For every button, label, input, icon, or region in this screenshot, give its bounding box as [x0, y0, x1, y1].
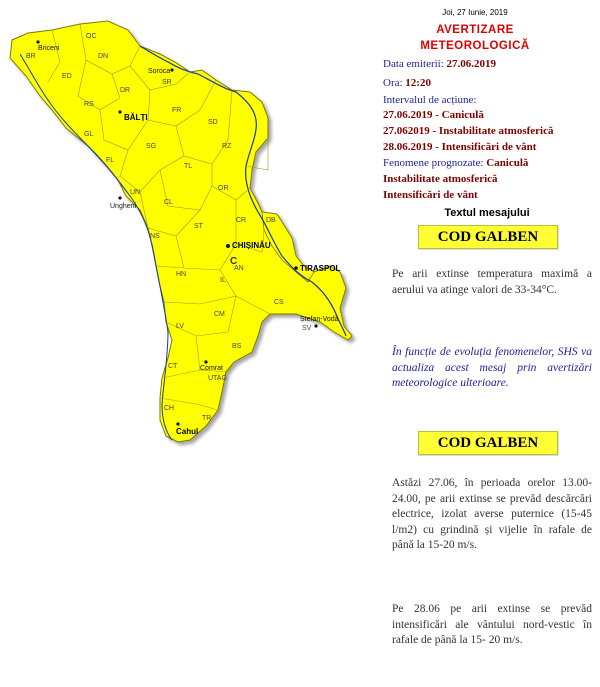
region-label: FR: [172, 107, 182, 114]
region-label: TR: [202, 415, 212, 422]
message-text-wind: Pe 28.06 pe arii extinse se prevăd intensificări ale vântului nord-vestic în rafale de până la 15- 20 m/s.: [392, 603, 592, 646]
region-label: ST: [194, 223, 203, 230]
region-label: CR: [236, 217, 247, 224]
moldova-territory[interactable]: [10, 21, 352, 442]
region-label: UN: [130, 189, 141, 196]
region-label: HN: [176, 271, 187, 278]
region-label: BS: [232, 343, 242, 350]
region-label: IL: [220, 277, 226, 284]
region-label: RS: [84, 101, 94, 108]
interval-label: Intervalul de acțiune:: [383, 94, 477, 106]
city-label: Comrat: [200, 365, 223, 372]
emission-label: Data emiterii:: [383, 58, 444, 70]
region-label: DB: [266, 217, 276, 224]
city-label: CHIȘINĂU: [232, 241, 271, 250]
city-label: TIRASPOL: [300, 264, 341, 273]
phenomena-item: Intensificări de vânt: [383, 189, 478, 201]
interval-item: 28.06.2019 - Intensificări de vânt: [383, 141, 537, 153]
region-label: LV: [176, 323, 185, 330]
city-label: Ungheni: [110, 203, 137, 210]
region-label: CH: [164, 405, 175, 412]
region-label: DN: [98, 53, 109, 60]
region-label: CT: [168, 363, 178, 370]
update-note: În funcție de evoluția fenomenelor, SHS va actualiza acest mesaj prin avertizări meteorologice ulterioare.: [392, 346, 592, 389]
region-label: BR: [26, 53, 36, 60]
region-label: SV: [302, 325, 312, 332]
region-label: SD: [208, 119, 218, 126]
city-label: BĂLȚI: [124, 113, 148, 122]
phenomena-item: Instabilitate atmosferică: [383, 173, 498, 185]
title-line-1: AVERTIZARE: [436, 24, 514, 36]
message-text-heat: Pe arii extinse temperatura maximă a aerului va atinge valori de 33-34°C.: [392, 268, 592, 296]
city-label: Cahul: [176, 427, 199, 436]
phenomena-item: Caniculă: [486, 157, 529, 169]
title-line-2: METEOROLOGICĂ: [420, 40, 530, 52]
hour-value: 12:20: [405, 77, 431, 89]
region-label: GL: [84, 131, 94, 138]
region-label: ED: [62, 73, 72, 80]
emission-date: [383, 57, 496, 72]
emission-hour: [383, 76, 431, 91]
region-label: CS: [274, 299, 284, 306]
region-label: DR: [120, 87, 131, 94]
message-text-storm: Astăzi 27.06, în perioada orelor 13.00-24.00, pe arii extinse se prevăd descărcări electrice, izolat averse puternice (15-45 l/m2) cu grindină și vijelie în rafale de până la 15-20 m/s.: [392, 477, 592, 551]
city-label: Ștefan-Vodă: [300, 316, 339, 323]
region-label: OR: [218, 185, 229, 192]
region-label: NS: [150, 233, 160, 240]
city-label: Soroca: [148, 68, 171, 75]
region-label: CM: [214, 311, 225, 318]
region-label: C: [230, 256, 238, 267]
region-label: CL: [164, 199, 173, 206]
cod-galben-badge: COD GALBEN: [418, 431, 558, 455]
hour-label: Ora:: [383, 77, 403, 89]
region-label: FL: [106, 157, 115, 164]
region-label: RZ: [222, 143, 232, 150]
phenomena-label: Fenomene prognozate:: [383, 157, 484, 169]
region-label: SG: [146, 143, 157, 150]
warning-title: [380, 22, 570, 54]
interval-item: 27.062019 - Instabilitate atmosferică: [383, 125, 554, 137]
city-label: Briceni: [38, 45, 60, 52]
region-label: SR: [162, 79, 172, 86]
moldova-warning-map: [0, 0, 380, 470]
region-label: AN: [234, 265, 244, 272]
emission-value: 27.06.2019: [446, 58, 497, 70]
region-label: UTAG: [208, 375, 227, 382]
region-label: OC: [86, 33, 97, 40]
message-heading: Textul mesajului: [444, 207, 530, 219]
interval-item: 27.06.2019 - Caniculă: [383, 109, 484, 121]
cod-galben-badge: COD GALBEN: [418, 225, 558, 249]
region-label: TL: [184, 163, 193, 170]
date-line: Joi, 27 Iunie, 2019: [442, 8, 508, 17]
phenomena-line: [383, 156, 528, 171]
